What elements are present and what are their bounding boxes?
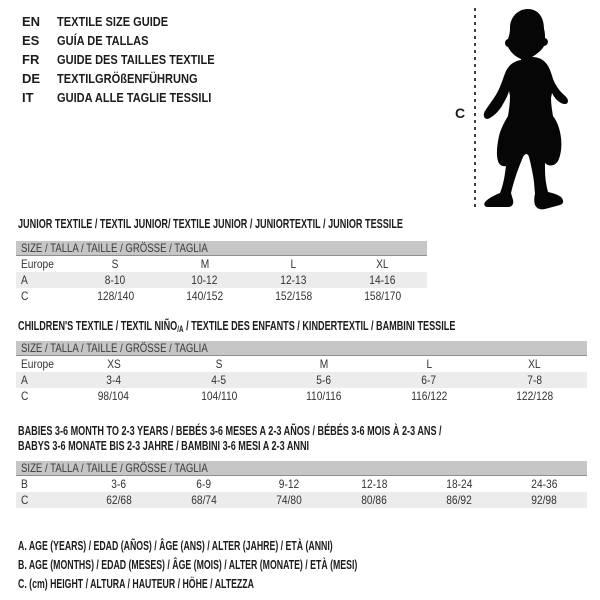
section-heading-text: JUNIOR TEXTILE / TEXTIL JUNIOR/ TEXTILE JUNIOR / JUNIORTEXTIL / JUNIOR TESSILE bbox=[18, 216, 403, 231]
table-cell: XS bbox=[106, 357, 121, 371]
row-label-cell: A bbox=[21, 373, 28, 387]
table-cell: 4-5 bbox=[211, 373, 227, 387]
lang-row-it bbox=[22, 88, 242, 107]
table-cell: 110/116 bbox=[306, 389, 342, 403]
lang-title: GUIDA ALLE TAGLIE TESSILI bbox=[57, 90, 212, 105]
table-cell: 158/170 bbox=[364, 289, 401, 303]
lang-code: ES bbox=[22, 33, 40, 48]
table-row bbox=[16, 272, 427, 288]
table-row bbox=[16, 372, 587, 388]
lang-row-es bbox=[22, 31, 242, 50]
table-cell: L bbox=[290, 257, 297, 271]
section-heading-line1: BABIES 3-6 MONTH TO 2-3 YEARS / BEBÉS 3-6 MESES A 2-3 AÑOS / BÉBÉS 3-6 MOIS À 2-3 ANS / bbox=[18, 423, 442, 438]
table-cell: 8-10 bbox=[105, 273, 126, 287]
row-label-cell: C bbox=[21, 389, 29, 403]
footnote-a: A. AGE (YEARS) / EDAD (AÑOS) / ÂGE (ANS) / ALTER (JAHRE) / ETÀ (ANNI) bbox=[18, 539, 333, 553]
lang-code: FR bbox=[22, 52, 40, 67]
table-cell: M bbox=[319, 357, 329, 371]
lang-row-fr bbox=[22, 50, 242, 69]
row-label-cell: Europe bbox=[21, 257, 54, 271]
language-header bbox=[22, 12, 242, 107]
table-cell: 12-13 bbox=[280, 273, 307, 287]
table-cell: 10-12 bbox=[191, 273, 218, 287]
table-row bbox=[16, 256, 427, 272]
size-header-text: SIZE / TALLA / TAILLE / GRÖSSE / TAGLIA bbox=[21, 461, 208, 475]
table-cell: 74/80 bbox=[276, 493, 302, 507]
row-label-cell: A bbox=[21, 273, 28, 287]
table-cell: 86/92 bbox=[446, 493, 472, 507]
heading-subscript: /A bbox=[177, 324, 184, 334]
table-cell: XL bbox=[528, 357, 541, 371]
footnotes bbox=[18, 537, 503, 594]
lang-code: IT bbox=[22, 90, 34, 105]
size-table-header-bar bbox=[16, 461, 587, 476]
row-label-cell: C bbox=[21, 289, 29, 303]
size-table-junior bbox=[16, 241, 427, 304]
section-heading-babies bbox=[18, 423, 600, 453]
table-cell: 6-7 bbox=[421, 373, 437, 387]
size-table-children bbox=[16, 341, 587, 404]
table-cell: 12-18 bbox=[360, 477, 388, 491]
size-header-text: SIZE / TALLA / TAILLE / GRÖSSE / TAGLIA bbox=[21, 241, 208, 255]
table-cell: 116/122 bbox=[411, 389, 448, 403]
table-cell: S bbox=[112, 257, 119, 271]
section-heading-text: CHILDREN'S TEXTILE / TEXTIL NIÑO/A / TEXTILE DES ENFANTS / KINDERTEXTIL / BAMBINI TESSILE bbox=[18, 318, 456, 334]
table-cell: 68/74 bbox=[190, 493, 217, 507]
lang-code: EN bbox=[22, 14, 41, 29]
table-cell: 7-8 bbox=[527, 373, 542, 387]
table-cell: 62/68 bbox=[105, 493, 132, 507]
lang-title: TEXTILE SIZE GUIDE bbox=[57, 14, 169, 29]
section-heading-children bbox=[18, 318, 600, 335]
table-cell: 24-36 bbox=[531, 477, 558, 491]
section-heading-line2: BABYS 3-6 MONATE BIS 2-3 JAHRE / BAMBINI 3-6 MESI A 2-3 ANNI bbox=[18, 438, 310, 453]
table-row bbox=[16, 356, 587, 372]
size-table-header-bar bbox=[16, 341, 587, 356]
table-cell: 9-12 bbox=[278, 477, 300, 491]
size-table-header-bar bbox=[16, 241, 427, 256]
height-measure-dashed-line bbox=[474, 8, 476, 208]
row-label-cell: C bbox=[21, 493, 29, 507]
table-cell: 152/158 bbox=[275, 289, 312, 303]
row-label-cell: Europe bbox=[21, 357, 54, 371]
table-cell: 128/140 bbox=[97, 289, 134, 303]
table-cell: 140/152 bbox=[186, 289, 223, 303]
table-row bbox=[16, 388, 587, 404]
table-cell: 3-6 bbox=[111, 477, 126, 491]
table-row bbox=[16, 492, 587, 508]
footnote-b: B. AGE (MONTHS) / EDAD (MESES) / ÂGE (MOIS) / ALTER (MONATE) / ETÀ (MESI) bbox=[18, 558, 358, 572]
lang-title: GUÍA DE TALLAS bbox=[57, 33, 149, 48]
table-cell: 5-6 bbox=[316, 373, 332, 387]
table-cell: 92/98 bbox=[531, 493, 558, 507]
table-cell: 14-16 bbox=[369, 273, 396, 287]
table-cell: 98/104 bbox=[97, 389, 130, 403]
table-cell: 18-24 bbox=[446, 477, 473, 491]
lang-title: TEXTILGRÖßENFÜHRUNG bbox=[57, 71, 198, 86]
height-measure-label: C bbox=[455, 105, 466, 121]
table-cell: L bbox=[426, 357, 432, 371]
table-row bbox=[16, 288, 427, 304]
size-header-text: SIZE / TALLA / TAILLE / GRÖSSE / TAGLIA bbox=[21, 341, 208, 355]
table-row bbox=[16, 476, 587, 492]
lang-row-de bbox=[22, 69, 242, 88]
table-cell: 122/128 bbox=[515, 389, 553, 403]
table-cell: 6-9 bbox=[196, 477, 212, 491]
footnote-c: C. (cm) HEIGHT / ALTURA / HAUTEUR / HÖHE / ALTEZZA bbox=[18, 577, 254, 591]
table-cell: 80/86 bbox=[361, 493, 387, 507]
table-cell: S bbox=[215, 357, 223, 371]
row-label-cell: B bbox=[21, 477, 28, 491]
lang-code: DE bbox=[22, 71, 41, 86]
table-cell: 3-4 bbox=[106, 373, 121, 387]
lang-title: GUIDE DES TAILLES TEXTILE bbox=[57, 52, 215, 67]
section-heading-junior bbox=[18, 216, 568, 231]
table-cell: 104/110 bbox=[200, 389, 237, 403]
table-cell: M bbox=[200, 257, 209, 271]
lang-row-en bbox=[22, 12, 242, 31]
table-cell: XL bbox=[376, 257, 389, 271]
size-table-babies bbox=[16, 461, 587, 508]
baby-silhouette-icon bbox=[481, 0, 573, 215]
